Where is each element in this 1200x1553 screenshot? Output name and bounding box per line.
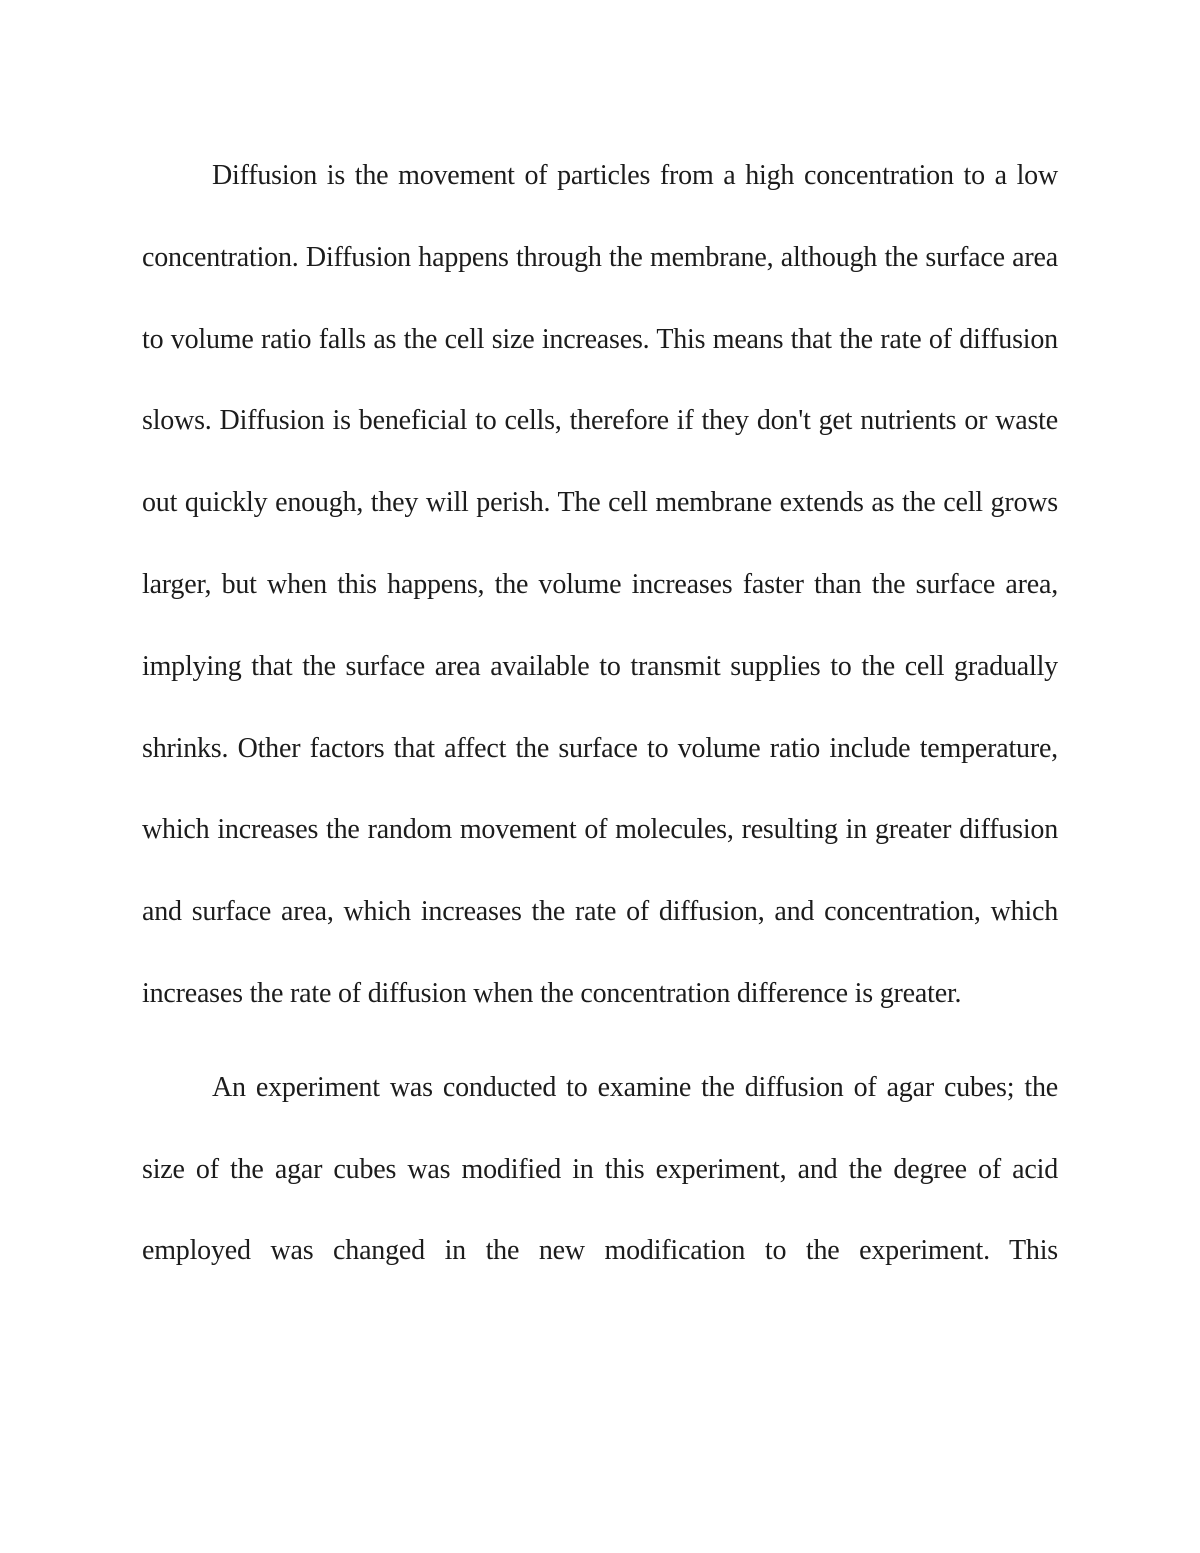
paragraph-diffusion-definition: Diffusion is the movement of particles from a high concentration to a low concentration. Diffusion happens through the membrane, although the surface area to volume ratio falls as the cell size increases. This means that the rate of diffusion slows. Diffusion is beneficial to cells, therefore if they don't get nutrients or waste out quickly enough, they will perish. The cell membrane extends as the cell grows larger, but when this happens, the volume increases faster than the surface area, implying that the surface area available to transmit supplies to the cell gradually shrinks. Other factors that affect the surface to volume ratio include temperature, which increases the random movement of molecules, resulting in greater diffusion and surface area, which increases the rate of diffusion, and concentration, which increases the rate of diffusion when the concentration difference is greater. [142,160,1058,1009]
paragraph-agar-experiment: An experiment was conducted to examine the diffusion of agar cubes; the size of the agar cubes was modified in this experiment, and the degree of acid employed was changed in the new modification to the experiment. This [142,1071,1058,1267]
document-body [142,135,1058,1292]
